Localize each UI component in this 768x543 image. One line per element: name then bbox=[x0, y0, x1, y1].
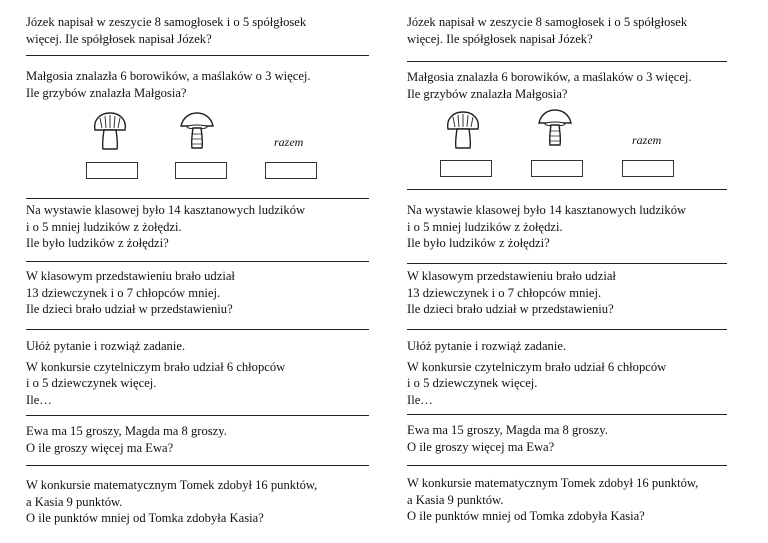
task-3 bbox=[26, 202, 305, 252]
task-text: W klasowym przedstawieniu brało udział 13 dziewczynek i o 7 chłopców mniej. Ile dzieci brało udział w przedstawieniu? bbox=[26, 269, 235, 316]
task-text: Na wystawie klasowej było 14 kasztanowych ludzików i o 5 mniej ludzików z żołędzi. Ile było ludzików z żołędzi? bbox=[26, 203, 306, 250]
task-6 bbox=[26, 423, 227, 456]
boletus-mushroom-icon bbox=[445, 110, 481, 150]
task-instruction: Ułóż pytanie i rozwiąż zadanie. bbox=[26, 339, 186, 353]
task-5 bbox=[407, 338, 666, 408]
divider bbox=[407, 189, 727, 190]
task-6 bbox=[407, 422, 608, 455]
sum-label: razem bbox=[632, 133, 662, 147]
divider bbox=[407, 465, 727, 466]
task-1 bbox=[407, 14, 687, 47]
slippery-jack-mushroom-icon bbox=[537, 108, 573, 148]
answer-box-slippery-jack[interactable] bbox=[531, 160, 583, 177]
task-text: Na wystawie klasowej było 14 kasztanowych ludzików i o 5 mniej ludzików z żołędzi. Ile było ludzików z żołędzi? bbox=[407, 203, 687, 250]
task-instruction: Ułóż pytanie i rozwiąż zadanie. bbox=[407, 339, 567, 353]
task-text: Józek napisał w zeszycie 8 samogłosek i o 5 spółgłosek więcej. Ile spółgłosek napisał Józek? bbox=[26, 15, 307, 46]
divider bbox=[26, 329, 369, 330]
task-text: W konkursie matematycznym Tomek zdobył 16 punktów, a Kasia 9 punktów. O ile punktów mniej od Tomka zdobyła Kasia? bbox=[407, 476, 699, 523]
divider bbox=[26, 198, 369, 199]
task-3 bbox=[407, 202, 686, 252]
task-text: W konkursie czytelniczym brało udział 6 chłopców i o 5 dziewczynek więcej. Ile… bbox=[26, 359, 286, 407]
task-4 bbox=[407, 268, 616, 318]
task-text: Małgosia znalazła 6 borowików, a maślaków o 3 więcej. Ile grzybów znalazła Małgosia? bbox=[407, 70, 692, 101]
slippery-jack-mushroom-icon bbox=[179, 111, 215, 151]
task-4 bbox=[26, 268, 235, 318]
answer-box-boletus[interactable] bbox=[440, 160, 492, 177]
task-text: Ewa ma 15 groszy, Magda ma 8 groszy. O ile groszy więcej ma Ewa? bbox=[26, 424, 227, 455]
answer-box-total[interactable] bbox=[622, 160, 674, 177]
answer-box-total[interactable] bbox=[265, 162, 317, 179]
task-text: Ewa ma 15 groszy, Magda ma 8 groszy. O ile groszy więcej ma Ewa? bbox=[407, 423, 608, 454]
divider bbox=[407, 263, 727, 264]
divider bbox=[26, 261, 369, 262]
divider bbox=[26, 415, 369, 416]
divider bbox=[407, 414, 727, 415]
sum-label: razem bbox=[274, 135, 304, 149]
task-text: W konkursie czytelniczym brało udział 6 chłopców i o 5 dziewczynek więcej. Ile… bbox=[407, 359, 667, 407]
divider bbox=[26, 55, 369, 56]
task-text: W konkursie matematycznym Tomek zdobył 16 punktów, a Kasia 9 punktów. O ile punktów mniej od Tomka zdobyła Kasia? bbox=[26, 478, 318, 525]
task-7 bbox=[407, 475, 698, 525]
task-text: Małgosia znalazła 6 borowików, a maślaków o 3 więcej. Ile grzybów znalazła Małgosia? bbox=[26, 69, 311, 100]
task-5 bbox=[26, 338, 285, 408]
divider bbox=[407, 61, 727, 62]
task-text: Józek napisał w zeszycie 8 samogłosek i o 5 spółgłosek więcej. Ile spółgłosek napisał Józek? bbox=[407, 15, 688, 46]
divider bbox=[26, 465, 369, 466]
task-2 bbox=[407, 69, 692, 102]
answer-box-slippery-jack[interactable] bbox=[175, 162, 227, 179]
task-2 bbox=[26, 68, 311, 101]
task-1 bbox=[26, 14, 306, 47]
boletus-mushroom-icon bbox=[92, 111, 128, 151]
divider bbox=[407, 329, 727, 330]
task-7 bbox=[26, 477, 317, 527]
answer-box-boletus[interactable] bbox=[86, 162, 138, 179]
task-text: W klasowym przedstawieniu brało udział 13 dziewczynek i o 7 chłopców mniej. Ile dzieci brało udział w przedstawieniu? bbox=[407, 269, 616, 316]
